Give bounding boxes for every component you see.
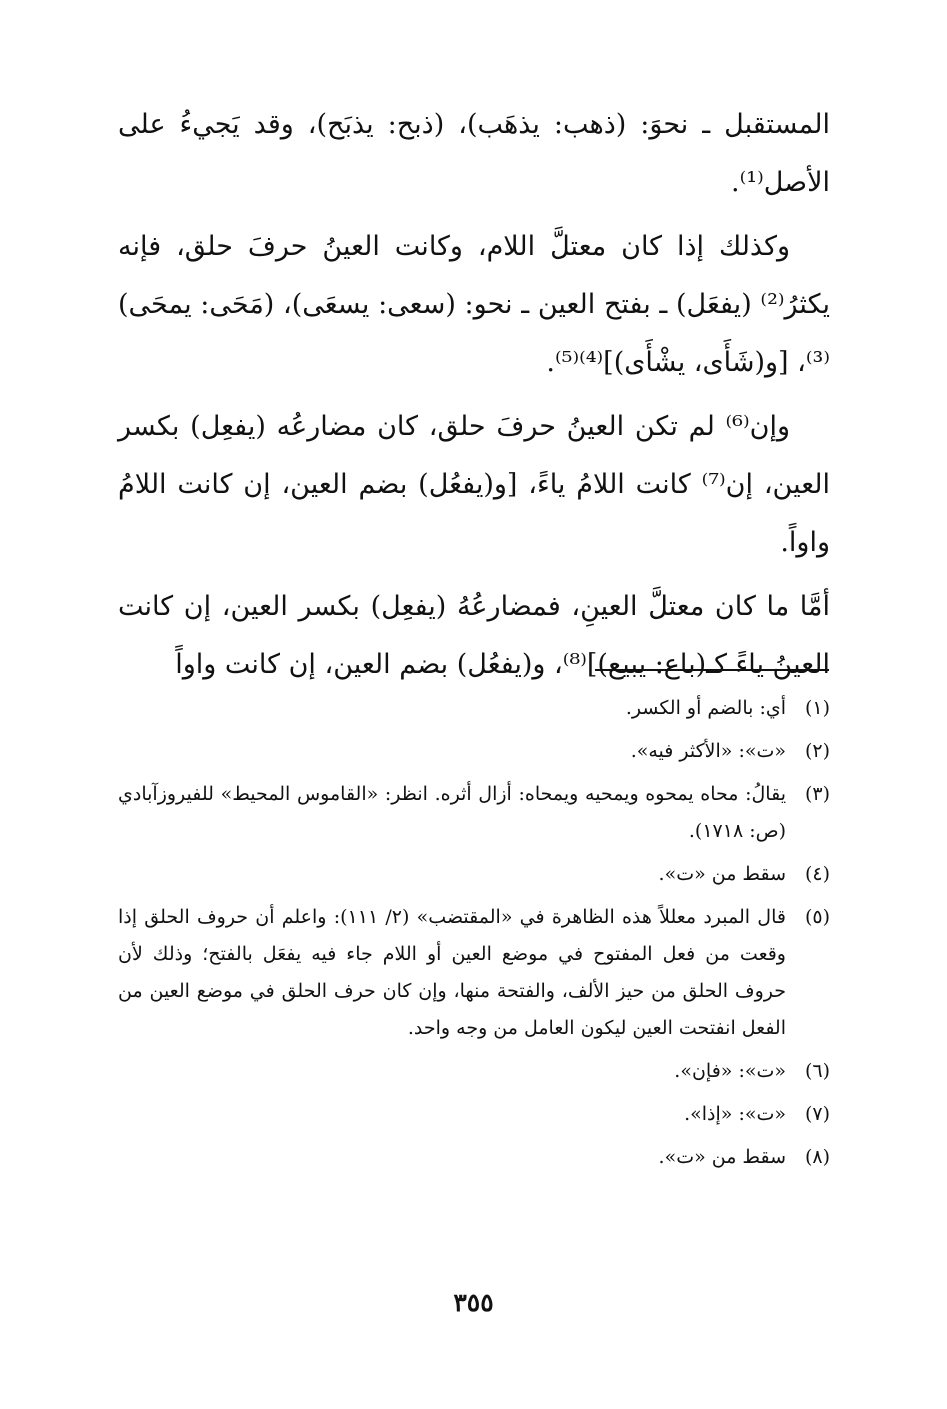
footnote-number: (١) (804, 697, 830, 719)
footnote-text: سقط من «ت». (658, 863, 786, 885)
footnote-separator (595, 669, 829, 671)
footnote-text: «ت»: «إذا». (684, 1103, 786, 1125)
main-text (118, 96, 830, 700)
footnote-4 (118, 856, 830, 893)
paragraph-4: أمَّا ما كان معتلَّ العينِ، فمضارعُهُ (يفعِل) بكسر العين، إن كانت العينُ ياءً كـ(باع: يبيع)]⁽⁸⁾، و(يفعُل) بضم العين، إن كانت واواً (118, 591, 830, 680)
footnote-number: (٧) (804, 1103, 830, 1125)
footnotes (118, 690, 830, 1182)
paragraph-2: وكذلك إذا كان معتلَّ اللام، وكانت العينُ حرفَ حلق، فإنه يكثرُ⁽²⁾ (يفعَل) ـ بفتح العين ـ نحو: (سعى: يسعَى)، (مَحَى: يمحَى)⁽³⁾، [و(شَأَى، يشْأَى)]⁽⁴⁾⁽⁵⁾. (118, 231, 830, 378)
footnote-text: أي: بالضم أو الكسر. (625, 697, 786, 719)
footnote-text: سقط من «ت». (658, 1146, 786, 1168)
footnote-number: (٢) (804, 740, 830, 762)
paragraph-1: المستقبل ـ نحوَ: (ذهب: يذهَب)، (ذبح: يذبَح)، وقد يَجيءُ على الأصل⁽¹⁾. (118, 109, 830, 198)
page-number: ٣٥٥ (453, 1288, 494, 1317)
footnote-number: (٥) (804, 906, 830, 928)
footnote-1 (118, 690, 830, 727)
footnote-text: يقالُ: محاه يمحوه ويمحيه ويمحاه: أزال أثره. انظر: «القاموس المحيط» للفيروزآبادي (ص: ١٧١٨). (118, 783, 786, 842)
footnote-6 (118, 1053, 830, 1090)
footnote-number: (٤) (804, 863, 830, 885)
footnote-text: «ت»: «فإن». (674, 1060, 786, 1082)
footnote-number: (٦) (804, 1060, 830, 1082)
footnote-text: قال المبرد معللاً هذه الظاهرة في «المقتضب» (٢/ ١١١): واعلم أن حروف الحلق إذا وقعت من فعل المفتوح في موضع العين أو اللام جاء فيه يفعَل بالفتح؛ وذلك لأن حروف الحلق من حيز الألف، والفتحة منها، وإن كان حرف الحلق في موضع العين من الفعل انفتحت العين ليكون العامل من وجه واحد. (118, 906, 786, 1039)
footnote-8 (118, 1139, 830, 1176)
paragraph-3: وإن⁽⁶⁾ لم تكن العينُ حرفَ حلق، كان مضارعُه (يفعِل) بكسر العين، إن⁽⁷⁾ كانت اللامُ ياءً، [و(يفعُل) بضم العين، إن كانت اللامُ واواً. (118, 411, 830, 558)
footnote-number: (٨) (804, 1146, 830, 1168)
footnote-text: «ت»: «الأكثر فيه». (630, 740, 786, 762)
footnote-7 (118, 1096, 830, 1133)
footnote-number: (٣) (804, 783, 830, 805)
footnote-2 (118, 733, 830, 770)
footnote-5 (118, 899, 830, 1047)
footnote-3 (118, 776, 830, 850)
